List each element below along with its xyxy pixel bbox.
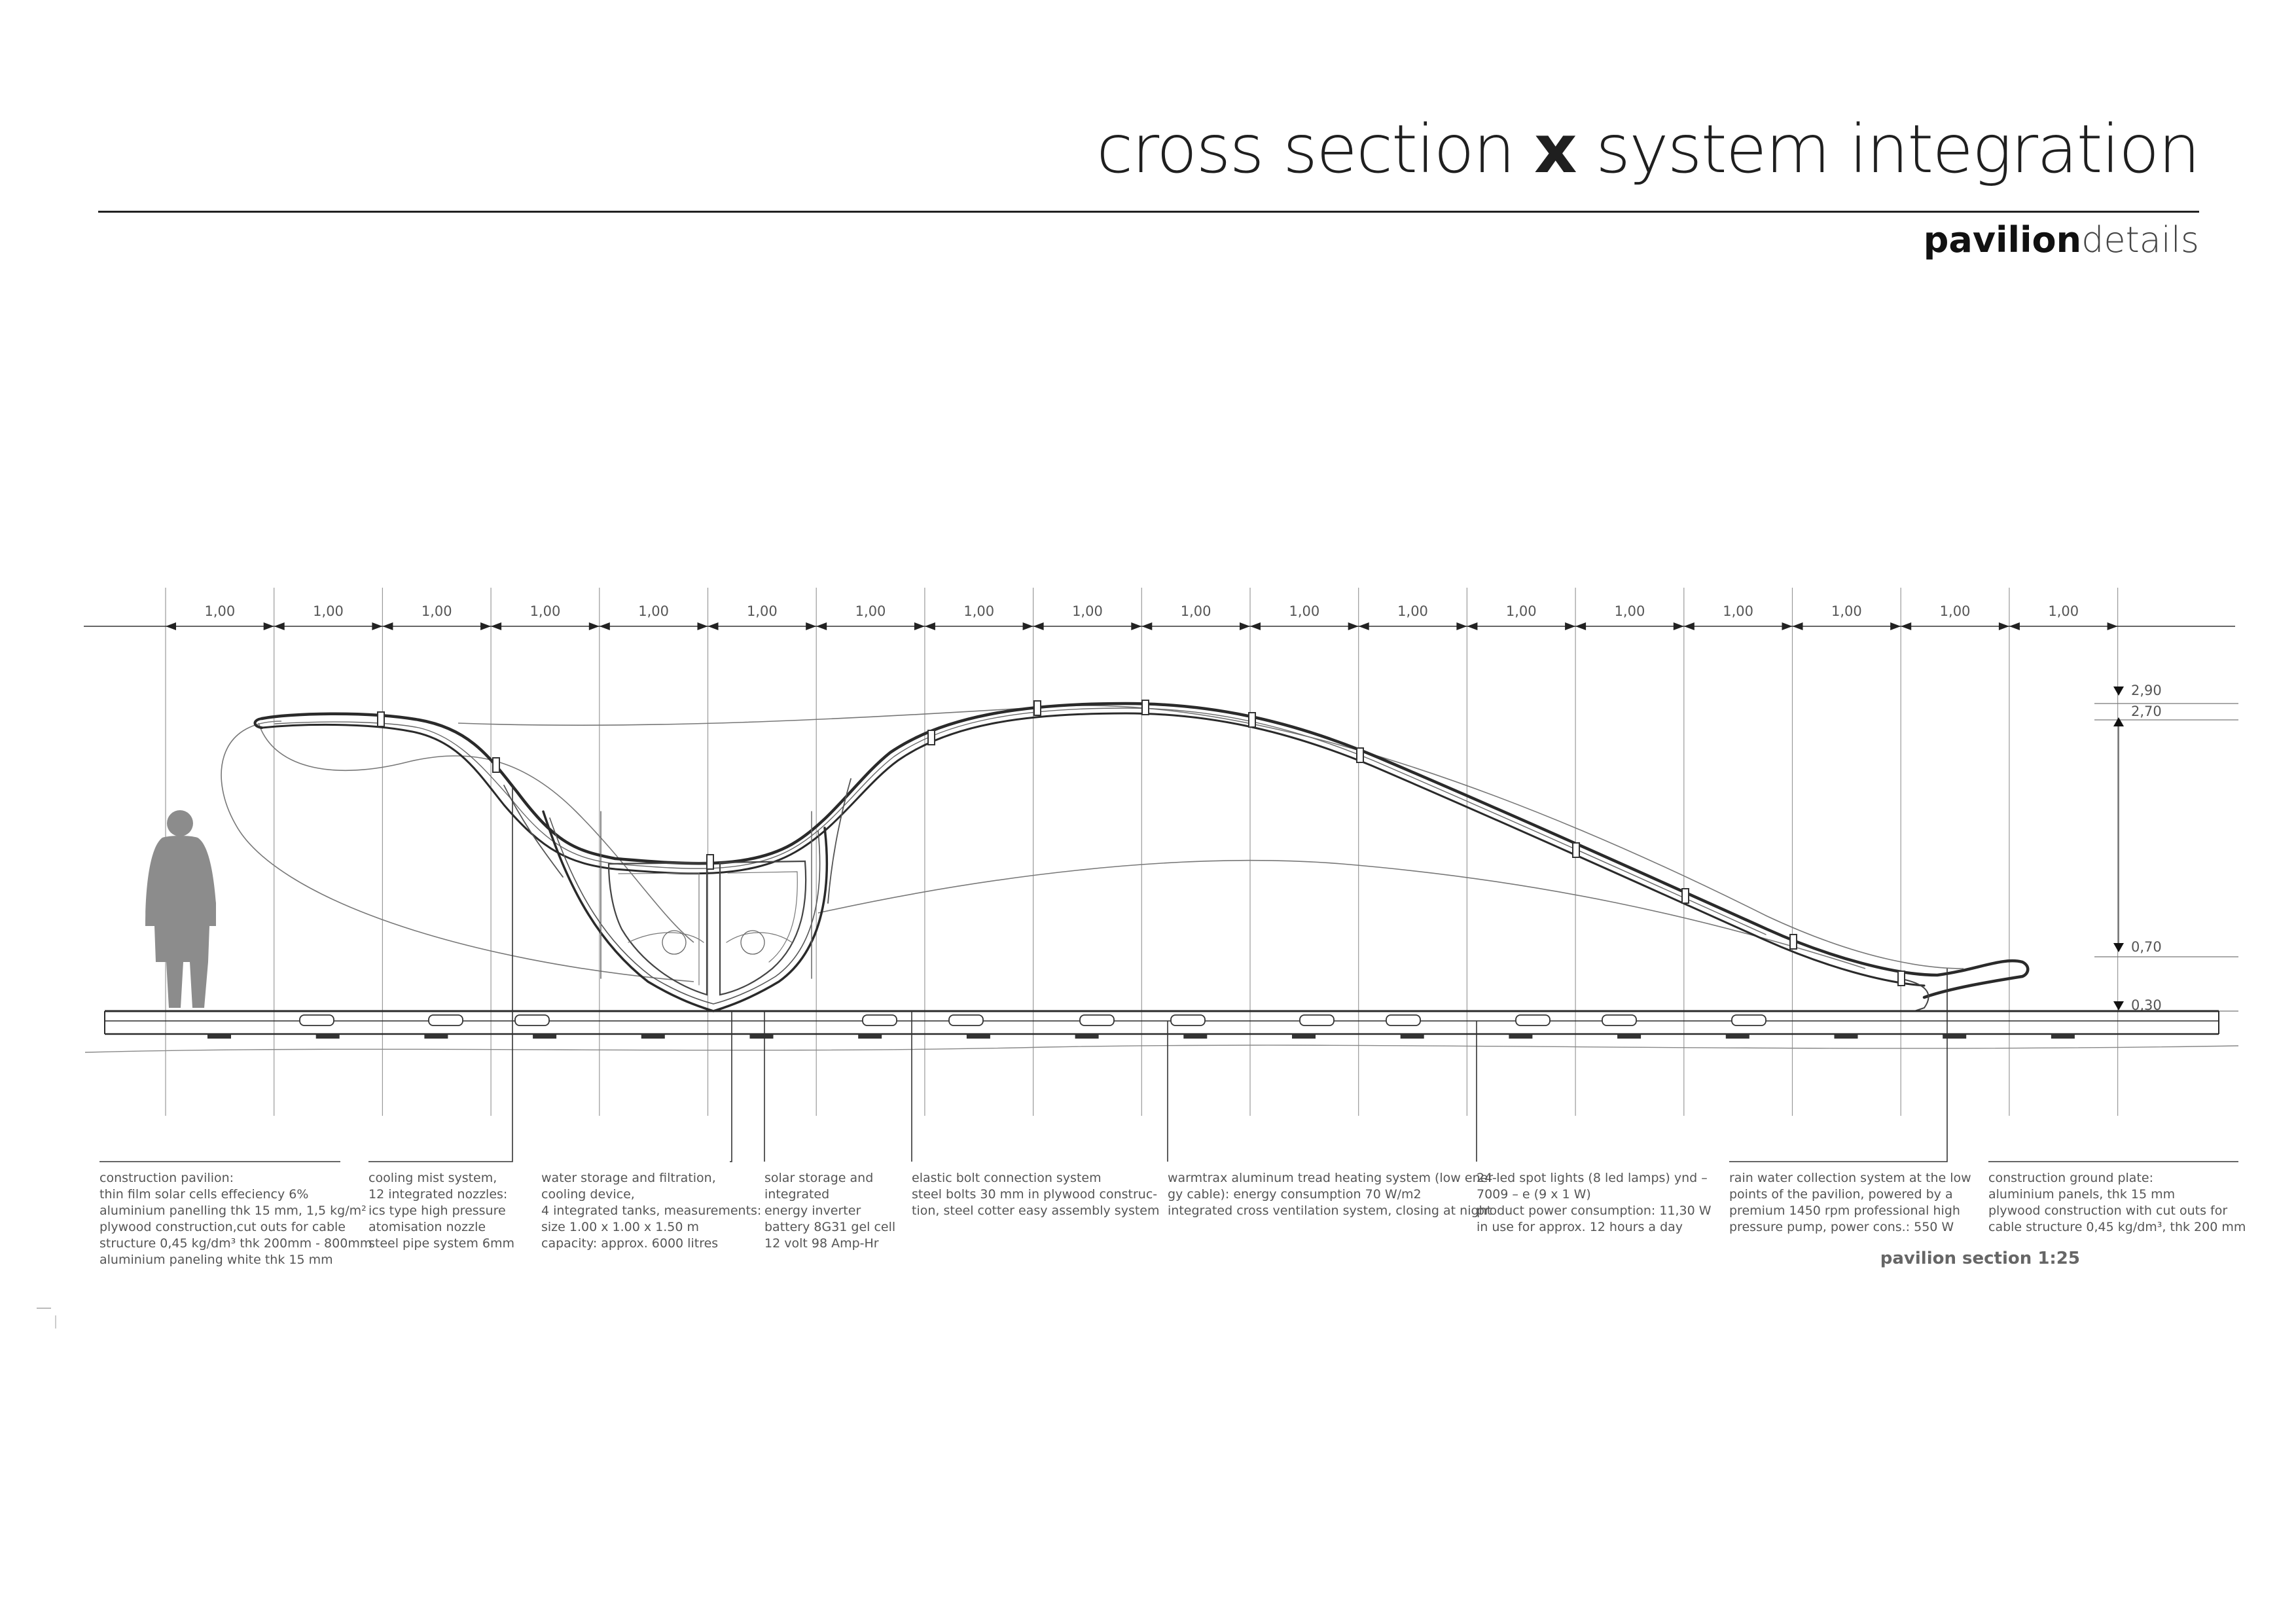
level-marker-030 [2113,1001,2124,1010]
support-foot [858,1034,882,1039]
plate-cutout [1386,1015,1420,1026]
note-led-lights: 24 led spot lights (8 led lamps) ynd – 7009 – e (9 x 1 W) product power consumption: 11,30 W in use for approx. 12 hours a day [1477,1171,1712,1234]
note-ground-plate: construction ground plate: aluminium panels, thk 15 mm plywood construction with cut outs for cable structure 0,45 kg/dm³, thk 200 mm [1988,1171,2246,1234]
dimension-arrow [698,622,708,630]
dimension-arrow [1250,622,1261,630]
dimension-arrow [925,622,935,630]
dimension-arrow [166,622,176,630]
level-marker-070 [2113,943,2124,952]
note-cooling-mist: cooling mist system, 12 integrated nozzles: ics type high pressure atomisation nozzle steel pipe system 6mm [368,1171,515,1251]
dimension-arrow [2108,622,2118,630]
support-foot [967,1034,990,1039]
plate-cutout [429,1015,463,1026]
support-foot [207,1034,231,1039]
support-foot [424,1034,448,1039]
note-construction-pavilion: construction pavilion: thin film solar cells effeciency 6% aluminium panelling thk 15 mm, 1,5 kg/m² plywood construction,cut outs for cable structure 0,45 kg/dm³ thk 200mm - 800mm aluminium paneling white thk 15 mm [99,1171,372,1267]
dimension-label: 1,00 [421,603,452,619]
shell-joint [1249,713,1255,727]
support-foot [2051,1034,2075,1039]
tank-right [720,861,806,995]
dimension-arrow [914,622,925,630]
support-foot [533,1034,556,1039]
shell-joint [1682,889,1689,903]
note-water-storage: water storage and filtration, cooling device, 4 integrated tanks, measurements: size 1.00 x 1.00 x 1.50 m capacity: approx. 6000 litres [541,1171,762,1251]
dimension-label: 1,00 [1939,603,1971,619]
dimension-label: 1,00 [1180,603,1211,619]
support-foot [1292,1034,1316,1039]
dimension-arrow [1890,622,1901,630]
support-foot [1835,1034,1858,1039]
dimension-arrow [1999,622,2009,630]
dimension-arrow [589,622,600,630]
support-foot [1509,1034,1532,1039]
shell-joint [1034,701,1041,715]
dimension-arrow [372,622,382,630]
level-label-070: 0,70 [2131,939,2162,955]
support-foot [1943,1034,1966,1039]
plate-cutout [1602,1015,1636,1026]
dimension-chain [84,622,2235,630]
subtitle-light: details [2081,219,2199,260]
dimension-label: 1,00 [638,603,670,619]
dimension-arrow [1684,622,1695,630]
dimension-arrow [1793,622,1803,630]
shell-joint [1790,935,1797,949]
dimension-arrow [1359,622,1369,630]
dimension-label: 1,00 [1614,603,1645,619]
shell-joint [707,855,713,869]
dimension-label: 1,00 [963,603,995,619]
level-label-270: 2,70 [2131,704,2162,719]
dimension-arrow [1456,622,1467,630]
note-tread-heating: warmtrax aluminum tread heating system (low ener- gy cable): energy consumption 70 W/m2 integrated cross ventilation system, closing at night [1168,1171,1497,1218]
dimension-arrow [1131,622,1141,630]
level-label-290: 2,90 [2131,683,2162,698]
support-foot [641,1034,665,1039]
dimension-label: 1,00 [746,603,778,619]
shell-joint [1573,843,1579,857]
dimension-arrow [2009,622,2020,630]
dimension-arrow [806,622,816,630]
plate-cutout [1171,1015,1205,1026]
plate-cutout [1080,1015,1114,1026]
dimension-arrow [274,622,285,630]
note-solar-storage: solar storage and integrated energy inverter battery 8G31 gel cell 12 volt 98 Amp-Hr [764,1171,896,1251]
level-marker-270 [2113,717,2124,726]
level-markers [2094,704,2238,1011]
dimension-arrow [1023,622,1033,630]
title-x: x [1534,111,1576,188]
dimension-arrow [1467,622,1477,630]
dimension-label: 1,00 [855,603,886,619]
module-gridlines [166,588,2118,1116]
dimension-arrow [1674,622,1684,630]
dimension-label: 1,00 [1072,603,1103,619]
dimension-label: 1,00 [2048,603,2079,619]
plate-cutout [1516,1015,1550,1026]
leader-line [1729,969,1947,1162]
note-rain-water: rain water collection system at the low points of the pavilion, powered by a premium 1450 rpm professional high pressure pump, power cons.: 550 W [1729,1171,1971,1234]
support-foot [1183,1034,1207,1039]
plate-cutout [949,1015,983,1026]
dimension-arrow [1575,622,1586,630]
support-foot [1617,1034,1641,1039]
shell-joint [1898,971,1905,986]
corner-mark-vertical [55,1315,56,1329]
corner-mark [37,1308,51,1309]
dimension-label: 1,00 [1723,603,1754,619]
level-marker-290 [2113,687,2124,696]
shell-joints [378,700,1905,986]
support-foot [1726,1034,1749,1039]
dimension-arrow [1565,622,1575,630]
note-bolt-connection: elastic bolt connection system steel bolts 30 mm in plywood construc- tion, steel cotter easy assembly system [912,1171,1160,1218]
shell-joint [928,730,935,745]
dimension-label: 1,00 [529,603,561,619]
level-label-030: 0,30 [2131,997,2162,1013]
title-part-2: system integration [1575,111,2199,188]
dimension-label: 1,00 [1289,603,1320,619]
support-foot [316,1034,340,1039]
human-scale-figure [145,810,216,1008]
support-foot [750,1034,774,1039]
plate-cutout [1300,1015,1334,1026]
shell-inner [262,713,1924,986]
dimension-arrow [708,622,719,630]
subtitle-bold: pavilion [1923,219,2082,260]
cable-lines [221,705,1964,982]
dimension-arrow [1141,622,1152,630]
support-foot [1401,1034,1424,1039]
support-foot [1075,1034,1099,1039]
dimension-label: 1,00 [1831,603,1862,619]
shell-joint [1357,748,1363,762]
dimension-arrow [600,622,610,630]
shell-joint [493,758,499,772]
plate-cutout [863,1015,897,1026]
plate-cutout [300,1015,334,1026]
tank-left [609,863,707,995]
dimension-arrow [480,622,491,630]
ground-plate [85,1011,2238,1052]
shell-outer [262,704,2028,997]
title-part-1: cross section [1096,111,1534,188]
dimension-arrow [1033,622,1044,630]
scale-label: pavilion section 1:25 [1880,1249,2080,1268]
plate-cutout [1732,1015,1766,1026]
shell-joint [378,712,384,726]
dimension-label: 1,00 [204,603,236,619]
dimension-arrow [382,622,393,630]
dimension-arrow [816,622,827,630]
dimension-arrow [264,622,274,630]
dimension-arrow [1901,622,1911,630]
dimension-label: 1,00 [1397,603,1428,619]
dimension-arrow [1348,622,1359,630]
dimension-arrow [491,622,501,630]
dimension-label: 1,00 [313,603,344,619]
dimension-arrow [1240,622,1250,630]
dimension-arrow [1782,622,1793,630]
shell-joint [1142,700,1149,715]
dimension-label: 1,00 [1505,603,1537,619]
plate-cutout [515,1015,549,1026]
